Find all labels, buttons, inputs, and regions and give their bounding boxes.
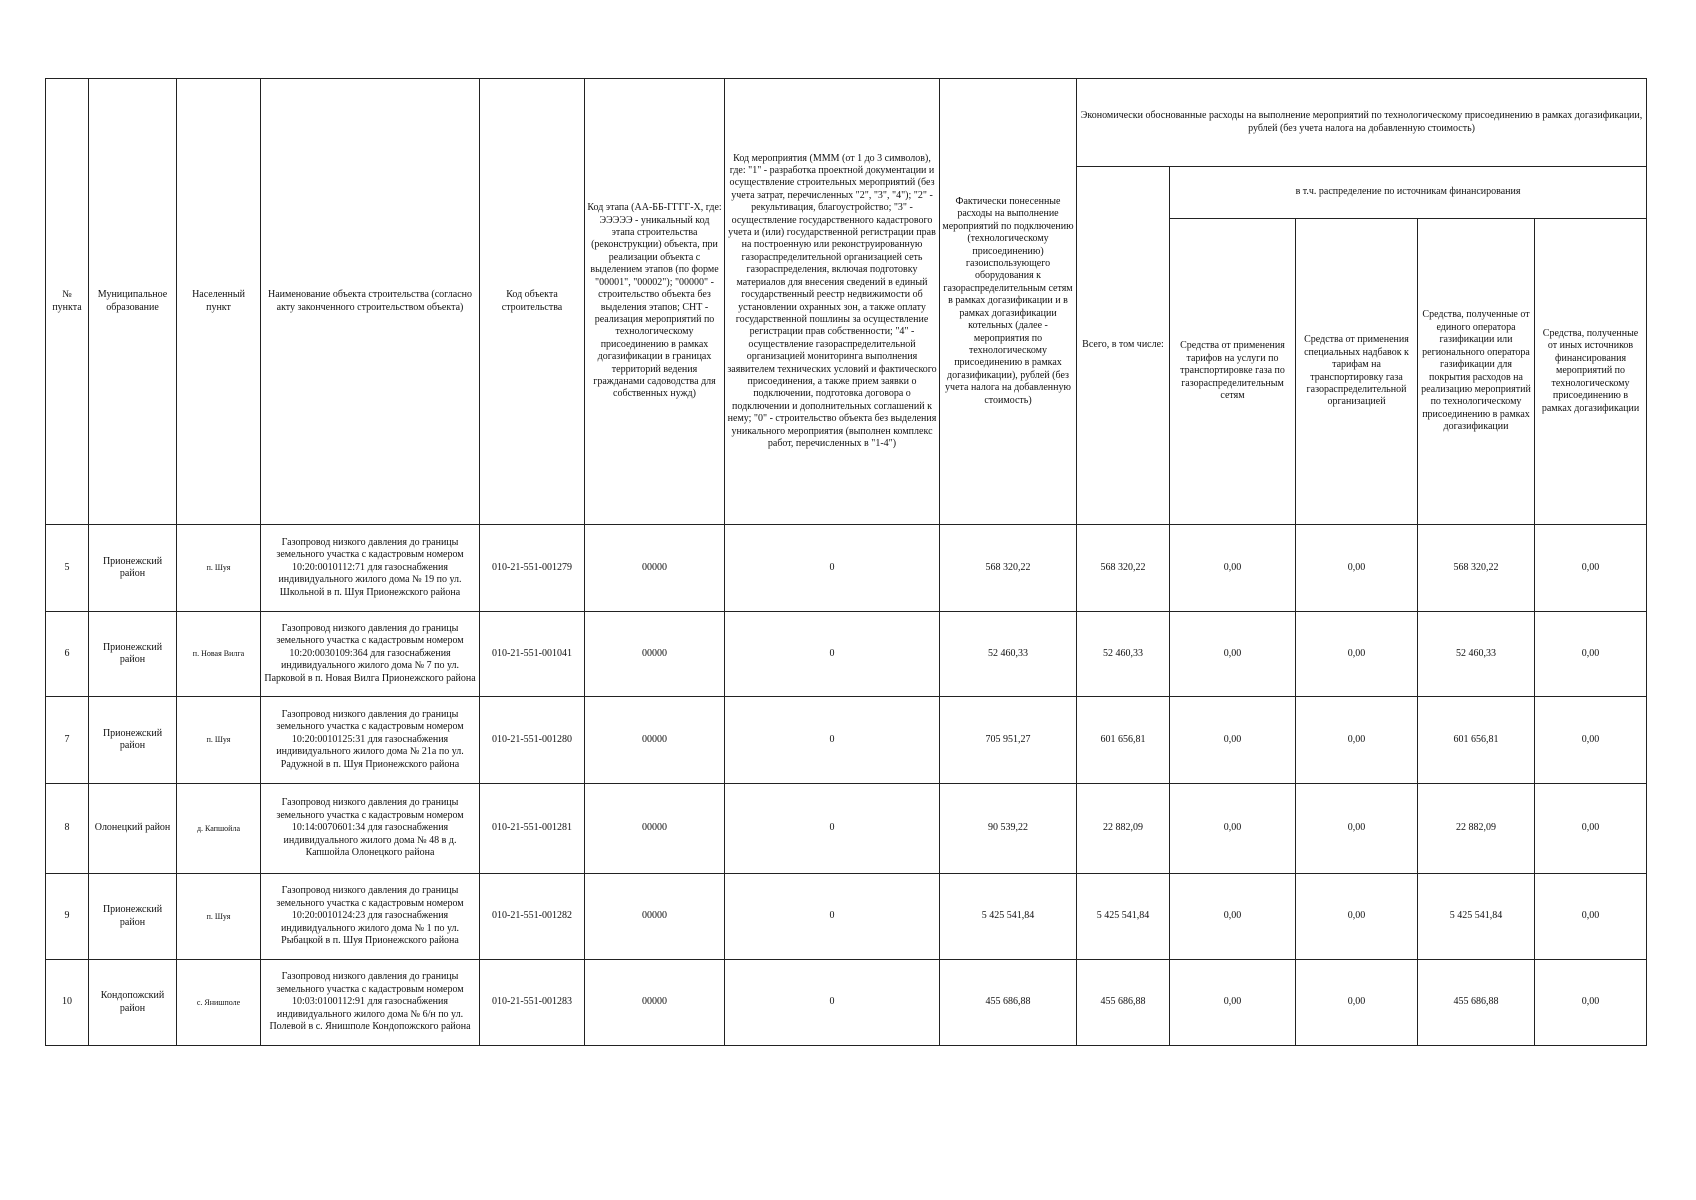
- cell-other: 0,00: [1535, 784, 1647, 874]
- cell-municipality: Прионежский район: [89, 697, 177, 784]
- cell-object-name: Газопровод низкого давления до границы земельного участка с кадастровым номером 10:20:0010124:23 для газоснабжения индивидуального жилого дома № 1 по ул. Рыбацкой в п. Шуя Прионежского района: [261, 874, 480, 960]
- cell-operator: 22 882,09: [1418, 784, 1535, 874]
- cell-num: 9: [46, 874, 89, 960]
- cell-total: 22 882,09: [1077, 784, 1170, 874]
- header-justified-costs: Экономически обоснованные расходы на выполнение мероприятий по технологическому присоединению в рамках догазификации, рублей (без учета налога на добавленную стоимость): [1077, 79, 1647, 167]
- cell-actual: 5 425 541,84: [940, 874, 1077, 960]
- cell-municipality: Прионежский район: [89, 874, 177, 960]
- cell-measure-code: 0: [725, 697, 940, 784]
- cell-num: 10: [46, 960, 89, 1046]
- cell-stage-code: 00000: [585, 612, 725, 697]
- cell-settlement: п. Шуя: [177, 697, 261, 784]
- cell-markups: 0,00: [1296, 525, 1418, 612]
- cell-measure-code: 0: [725, 874, 940, 960]
- cell-object-name: Газопровод низкого давления до границы земельного участка с кадастровым номером 10:03:0100112:91 для газоснабжения индивидуального жилого дома № 6/н по ул. Полевой в с. Янишполе Кондопожского района: [261, 960, 480, 1046]
- cell-object-code: 010-21-551-001281: [480, 784, 585, 874]
- header-num: № пункта: [46, 79, 89, 525]
- table-row: [46, 874, 1647, 960]
- cell-num: 7: [46, 697, 89, 784]
- cell-actual: 52 460,33: [940, 612, 1077, 697]
- cell-markups: 0,00: [1296, 784, 1418, 874]
- cell-object-name: Газопровод низкого давления до границы земельного участка с кадастровым номером 10:20:0010112:71 для газоснабжения индивидуального жилого дома № 19 по ул. Школьной в п. Шуя Прионежского района: [261, 525, 480, 612]
- cell-operator: 568 320,22: [1418, 525, 1535, 612]
- cell-stage-code: 00000: [585, 697, 725, 784]
- cell-total: 568 320,22: [1077, 525, 1170, 612]
- cell-tariffs: 0,00: [1170, 612, 1296, 697]
- document-page: [45, 78, 1647, 1046]
- cell-object-code: 010-21-551-001283: [480, 960, 585, 1046]
- cell-num: 5: [46, 525, 89, 612]
- cell-total: 52 460,33: [1077, 612, 1170, 697]
- cell-municipality: Прионежский район: [89, 525, 177, 612]
- cell-other: 0,00: [1535, 960, 1647, 1046]
- cell-operator: 455 686,88: [1418, 960, 1535, 1046]
- cell-num: 8: [46, 784, 89, 874]
- cell-measure-code: 0: [725, 960, 940, 1046]
- cell-tariffs: 0,00: [1170, 784, 1296, 874]
- cell-stage-code: 00000: [585, 960, 725, 1046]
- cell-object-code: 010-21-551-001279: [480, 525, 585, 612]
- cell-markups: 0,00: [1296, 612, 1418, 697]
- cell-settlement: п. Шуя: [177, 525, 261, 612]
- cell-other: 0,00: [1535, 874, 1647, 960]
- header-src-tariffs: Средства от применения тарифов на услуги по транспортировке газа по газораспределительным сетям: [1170, 219, 1296, 525]
- header-municipality: Муниципальное образование: [89, 79, 177, 525]
- cell-object-name: Газопровод низкого давления до границы земельного участка с кадастровым номером 10:14:0070601:34 для газоснабжения индивидуального жилого дома № 48 в д. Капшойла Олонецкого района: [261, 784, 480, 874]
- cell-stage-code: 00000: [585, 784, 725, 874]
- cell-measure-code: 0: [725, 784, 940, 874]
- header-actual-costs: Фактически понесенные расходы на выполнение мероприятий по подключению (технологическому присоединению) газоиспользующего оборудования к газораспределительным сетям в рамках догазификации и в рамках догазификации котельных (далее - мероприятия по технологическому присоединению в рамках догазификации), рублей (без учета налога на добавленную стоимость): [940, 79, 1077, 525]
- cell-actual: 568 320,22: [940, 525, 1077, 612]
- header-row-top: [46, 79, 1647, 167]
- cell-operator: 52 460,33: [1418, 612, 1535, 697]
- header-total: Всего, в том числе:: [1077, 167, 1170, 525]
- cell-settlement: д. Капшойла: [177, 784, 261, 874]
- cell-operator: 601 656,81: [1418, 697, 1535, 784]
- cell-object-name: Газопровод низкого давления до границы земельного участка с кадастровым номером 10:20:0010125:31 для газоснабжения индивидуального жилого дома № 21а по ул. Радужной в п. Шуя Прионежского района: [261, 697, 480, 784]
- header-src-markups: Средства от применения специальных надбавок к тарифам на транспортировку газа газораспределительной организацией: [1296, 219, 1418, 525]
- header-measure-code: Код мероприятия (МММ (от 1 до 3 символов), где: "1" - разработка проектной документации и осуществление строительных мероприятий (без учета затрат, перечисленных "2", "3", "4"); "2" - рекультивация, благоустройство; "3" - осуществление государственного кадастрового учета и (или) государственной регистрации прав на построенную или реконструированную газораспределительной организацией сеть газораспределения, включая подготовку материалов для внесения сведений в единый государственный реестр недвижимости об установлении охранных зон, а также оплату государственной пошлины за осуществление регистрации прав собственности; "4" - осуществление газораспределительной организацией мониторинга выполнения заявителем технических условий и фактического присоединения, а также прием заявки о подключении, подготовка договора о подключении и дополнительных соглашений к нему; "0" - строительство объекта без выделения уникального мероприятия (выполнен комплекс работ, перечисленных в "1-4"): [725, 79, 940, 525]
- header-object-name: Наименование объекта строительства (согласно акту законченного строительством объекта): [261, 79, 480, 525]
- header-src-other: Средства, полученные от иных источников финансирования мероприятий по технологическому присоединению в рамках догазификации: [1535, 219, 1647, 525]
- cell-settlement: п. Шуя: [177, 874, 261, 960]
- header-settlement: Населенный пункт: [177, 79, 261, 525]
- cell-object-code: 010-21-551-001041: [480, 612, 585, 697]
- table-row: [46, 784, 1647, 874]
- cell-markups: 0,00: [1296, 874, 1418, 960]
- cell-measure-code: 0: [725, 612, 940, 697]
- header-object-code: Код объекта строительства: [480, 79, 585, 525]
- header-src-operator: Средства, полученные от единого оператора газификации или регионального оператора газификации для покрытия расходов на реализацию мероприятий по технологическому присоединению в рамках догазификации: [1418, 219, 1535, 525]
- cell-object-code: 010-21-551-001282: [480, 874, 585, 960]
- cell-tariffs: 0,00: [1170, 525, 1296, 612]
- cell-other: 0,00: [1535, 612, 1647, 697]
- cell-actual: 455 686,88: [940, 960, 1077, 1046]
- header-sources: в т.ч. распределение по источникам финансирования: [1170, 167, 1647, 219]
- cell-markups: 0,00: [1296, 960, 1418, 1046]
- cell-other: 0,00: [1535, 525, 1647, 612]
- cell-municipality: Прионежский район: [89, 612, 177, 697]
- cell-operator: 5 425 541,84: [1418, 874, 1535, 960]
- cell-measure-code: 0: [725, 525, 940, 612]
- cell-total: 601 656,81: [1077, 697, 1170, 784]
- cell-total: 455 686,88: [1077, 960, 1170, 1046]
- cell-num: 6: [46, 612, 89, 697]
- cell-municipality: Кондопожский район: [89, 960, 177, 1046]
- report-table: [45, 78, 1647, 1046]
- cell-tariffs: 0,00: [1170, 960, 1296, 1046]
- cell-object-code: 010-21-551-001280: [480, 697, 585, 784]
- cell-stage-code: 00000: [585, 874, 725, 960]
- cell-settlement: с. Янишполе: [177, 960, 261, 1046]
- cell-municipality: Олонецкий район: [89, 784, 177, 874]
- cell-tariffs: 0,00: [1170, 874, 1296, 960]
- cell-other: 0,00: [1535, 697, 1647, 784]
- cell-settlement: п. Новая Вилга: [177, 612, 261, 697]
- cell-tariffs: 0,00: [1170, 697, 1296, 784]
- cell-actual: 90 539,22: [940, 784, 1077, 874]
- table-row: [46, 612, 1647, 697]
- cell-actual: 705 951,27: [940, 697, 1077, 784]
- table-row: [46, 960, 1647, 1046]
- cell-object-name: Газопровод низкого давления до границы земельного участка с кадастровым номером 10:20:0030109:364 для газоснабжения индивидуального жилого дома № 7 по ул. Парковой в п. Новая Вилга Прионежского района: [261, 612, 480, 697]
- table-row: [46, 525, 1647, 612]
- header-stage-code: Код этапа (АА-ББ-ГГГГ-Х, где: ЭЭЭЭЭ - уникальный код этапа строительства (реконструкции) объекта, при реализации объекта с выделением этапов (по форме "00001", "00002"); "00000" - строительство объекта без выделения этапов; СНТ - реализация мероприятий по технологическому присоединению в рамках догазификации в границах территорий ведения гражданами садоводства для собственных нужд): [585, 79, 725, 525]
- cell-markups: 0,00: [1296, 697, 1418, 784]
- cell-total: 5 425 541,84: [1077, 874, 1170, 960]
- cell-stage-code: 00000: [585, 525, 725, 612]
- table-row: [46, 697, 1647, 784]
